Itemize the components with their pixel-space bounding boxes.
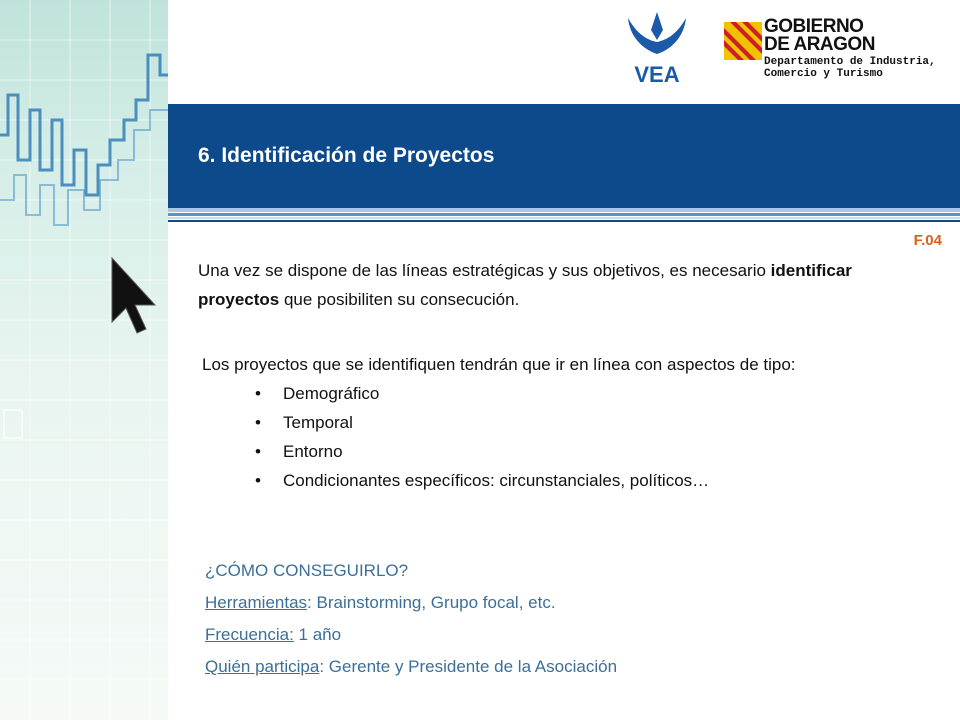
slide-code: F.04	[913, 232, 942, 249]
decorative-chart-panel	[0, 0, 168, 720]
list-item	[202, 466, 796, 495]
frequency-line	[205, 619, 617, 651]
frequency-label: Frecuencia:	[205, 625, 294, 644]
intro-paragraph	[198, 256, 898, 314]
aspects-list	[202, 379, 796, 495]
how-question: ¿CÓMO CONSEGUIRLO?	[205, 561, 409, 580]
list-item-text: Entorno	[283, 442, 343, 461]
participants-line	[205, 651, 617, 683]
list-item	[202, 379, 796, 408]
intro-bold-text: identificar proyectos	[198, 261, 852, 309]
list-item	[202, 437, 796, 466]
department-line2: Comercio y Turismo	[764, 68, 883, 80]
list-item-text: Demográfico	[283, 384, 380, 403]
header-logos	[600, 0, 960, 104]
tools-value: : Brainstorming, Grupo focal, etc.	[307, 593, 556, 612]
title-stripe	[168, 208, 960, 212]
gobierno-line2: DE ARAGON	[764, 34, 875, 55]
participants-value: : Gerente y Presidente de la Asociación	[319, 657, 618, 676]
how-section	[205, 555, 617, 683]
gobierno-department	[764, 56, 936, 80]
title-stripe	[168, 217, 960, 219]
participants-label: Quién participa	[205, 657, 320, 676]
intro-text-2: que posibiliten su consecución.	[279, 290, 520, 309]
list-item	[202, 408, 796, 437]
tools-label: Herramientas	[205, 593, 308, 612]
list-item-text: Temporal	[283, 413, 353, 432]
title-stripe	[168, 220, 960, 222]
tools-line	[205, 587, 617, 619]
cursor-arrow-icon	[112, 258, 155, 333]
bullet-icon: •	[255, 471, 261, 490]
gobierno-name	[764, 18, 875, 54]
gobierno-line1: GOBIERNO	[764, 16, 864, 37]
vea-logo-icon	[622, 10, 692, 90]
title-bar	[168, 104, 960, 208]
aspects-lead: Los proyectos que se identifiquen tendrán que ir en línea con aspectos de tipo:	[202, 355, 796, 374]
bullet-icon: •	[255, 413, 261, 432]
bullet-icon: •	[255, 384, 261, 403]
page-title: 6. Identificación de Proyectos	[198, 144, 495, 167]
intro-text-1: Una vez se dispone de las líneas estratégicas y sus objetivos, es necesario	[198, 261, 771, 280]
bullet-icon: •	[255, 442, 261, 461]
chart-background-graphic	[0, 0, 168, 720]
department-line1: Departamento de Industria,	[764, 56, 936, 68]
list-item-text: Condicionantes específicos: circunstanciales, políticos…	[283, 471, 710, 490]
frequency-value: 1 año	[293, 625, 342, 644]
aragon-flag-icon	[724, 22, 762, 60]
aspects-section	[202, 350, 796, 495]
vea-logo	[622, 10, 692, 90]
svg-text:VEA: VEA	[634, 62, 680, 87]
title-stripe	[168, 213, 960, 216]
gobierno-aragon-logo	[720, 14, 950, 94]
